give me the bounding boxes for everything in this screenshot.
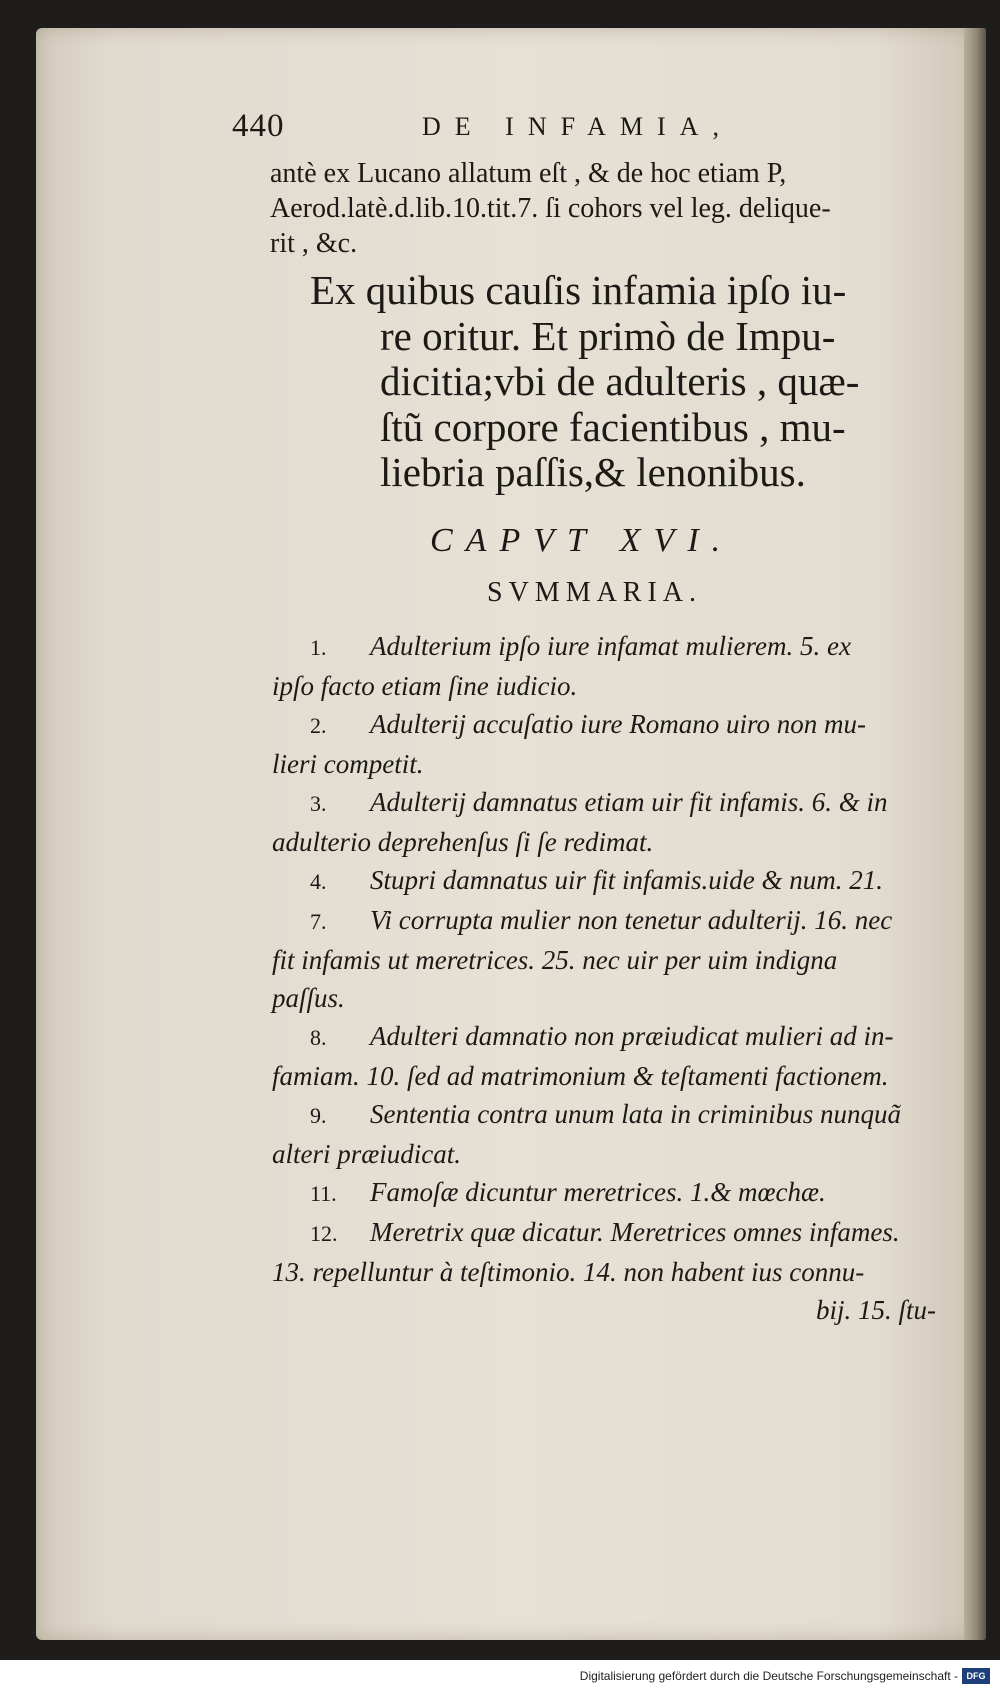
entry-number: 11. <box>310 1181 337 1206</box>
entry-text: Adulterij damnatus etiam uir fit infamis. 6. & in <box>370 787 888 817</box>
chapter-heading <box>310 268 950 496</box>
summary-entries <box>272 627 962 1329</box>
entry-line <box>272 627 962 667</box>
entry-number: 4. <box>310 869 327 894</box>
entry-line <box>272 745 962 783</box>
entry-line <box>272 979 962 1017</box>
heading-line: liebria paſſis,& lenonibus. <box>380 449 806 495</box>
entry-number: 1. <box>310 635 327 660</box>
entry-line <box>272 823 962 861</box>
entry-line <box>272 861 962 901</box>
footer-credit: Digitalisierung gefördert durch die Deutsche Forschungsgemeinschaft - <box>579 1669 958 1683</box>
entry-line <box>272 901 962 941</box>
entry-number: 2. <box>310 713 327 738</box>
summary-entry <box>272 1173 962 1213</box>
running-title: DE INFAMIA, <box>422 112 733 141</box>
summary-entry <box>272 861 962 901</box>
chapter-number: CAPVT XVI. <box>430 522 734 559</box>
entry-number: 3. <box>310 791 327 816</box>
entry-line <box>272 667 962 705</box>
entry-text: Famoſæ dicuntur meretrices. 1.& mœchæ. <box>370 1177 826 1207</box>
summary-entry <box>272 705 962 783</box>
summary-entry <box>272 1017 962 1095</box>
page-number: 440 <box>232 108 285 144</box>
continued-text <box>270 156 970 261</box>
entry-line <box>272 1017 962 1057</box>
heading-line: re oritur. Et primò de Impu- <box>380 312 836 359</box>
entry-text: Adulteri damnatio non præiudicat mulieri ad in- <box>370 1021 894 1051</box>
entry-line <box>272 1135 962 1173</box>
entry-line <box>272 1213 962 1253</box>
summary-entry <box>272 627 962 705</box>
entry-number: 7. <box>310 909 327 934</box>
entry-number: 12. <box>310 1221 338 1246</box>
dfg-logo: DFG <box>962 1668 990 1684</box>
entry-line <box>272 1095 962 1135</box>
entry-text: adulterio deprehenſus ſi ſe redimat. <box>272 827 654 857</box>
running-head <box>232 108 852 158</box>
entry-text: Vi corrupta mulier non tenetur adulterij. 16. nec <box>370 905 893 935</box>
entry-number: 9. <box>310 1103 327 1128</box>
heading-line: Ex quibus cauſis infamia ipſo iu- <box>310 267 847 313</box>
summary-entry <box>272 1095 962 1173</box>
entry-text: Stupri damnatus uir fit infamis.uide & num. 21. <box>370 865 884 895</box>
text-line: antè ex Lucano allatum eſt , & de hoc etiam P, <box>270 158 787 189</box>
heading-line: ſtũ corpore facientibus , mu- <box>380 403 846 450</box>
summary-entry <box>272 1213 962 1291</box>
entry-text: ipſo facto etiam ſine iudicio. <box>272 671 578 701</box>
page-edge <box>964 28 986 1640</box>
entry-text: alteri præiudicat. <box>272 1139 461 1169</box>
entry-line <box>272 1253 962 1291</box>
entry-text: Sententia contra unum lata in criminibus nunquã <box>370 1099 901 1129</box>
summaria-title: SVMMARIA. <box>487 577 703 608</box>
text-line: rit , &c. <box>270 228 358 259</box>
entry-line <box>272 1173 962 1213</box>
summary-entry <box>272 901 962 1017</box>
entry-text: famiam. 10. ſed ad matrimonium & teſtamenti factionem. <box>272 1061 889 1091</box>
heading-line: dicitia;vbi de adulteris , quæ- <box>380 358 860 404</box>
entry-line <box>272 1057 962 1095</box>
entry-text: paſſus. <box>272 983 345 1013</box>
entry-line <box>272 941 962 979</box>
text-line: Aerod.latè.d.lib.10.tit.7. ſi cohors vel leg. delique- <box>270 193 831 224</box>
entry-text: Adulterij accuſatio iure Romano uiro non mu- <box>370 709 866 739</box>
entry-text: 13. repelluntur à teſtimonio. 14. non habent ius connu- <box>272 1257 865 1287</box>
summary-entry <box>272 783 962 861</box>
entry-text: lieri competit. <box>272 749 424 779</box>
entry-line-continued: bij. 15. ſtu- <box>816 1295 936 1325</box>
entry-line <box>272 783 962 823</box>
entry-text: Adulterium ipſo iure infamat mulierem. 5. ex <box>370 631 851 661</box>
entry-text: Meretrix quæ dicatur. Meretrices omnes infames. <box>370 1217 900 1247</box>
entry-text: fit infamis ut meretrices. 25. nec uir per uim indigna <box>272 945 838 975</box>
entry-number: 8. <box>310 1025 327 1050</box>
entry-line <box>272 705 962 745</box>
